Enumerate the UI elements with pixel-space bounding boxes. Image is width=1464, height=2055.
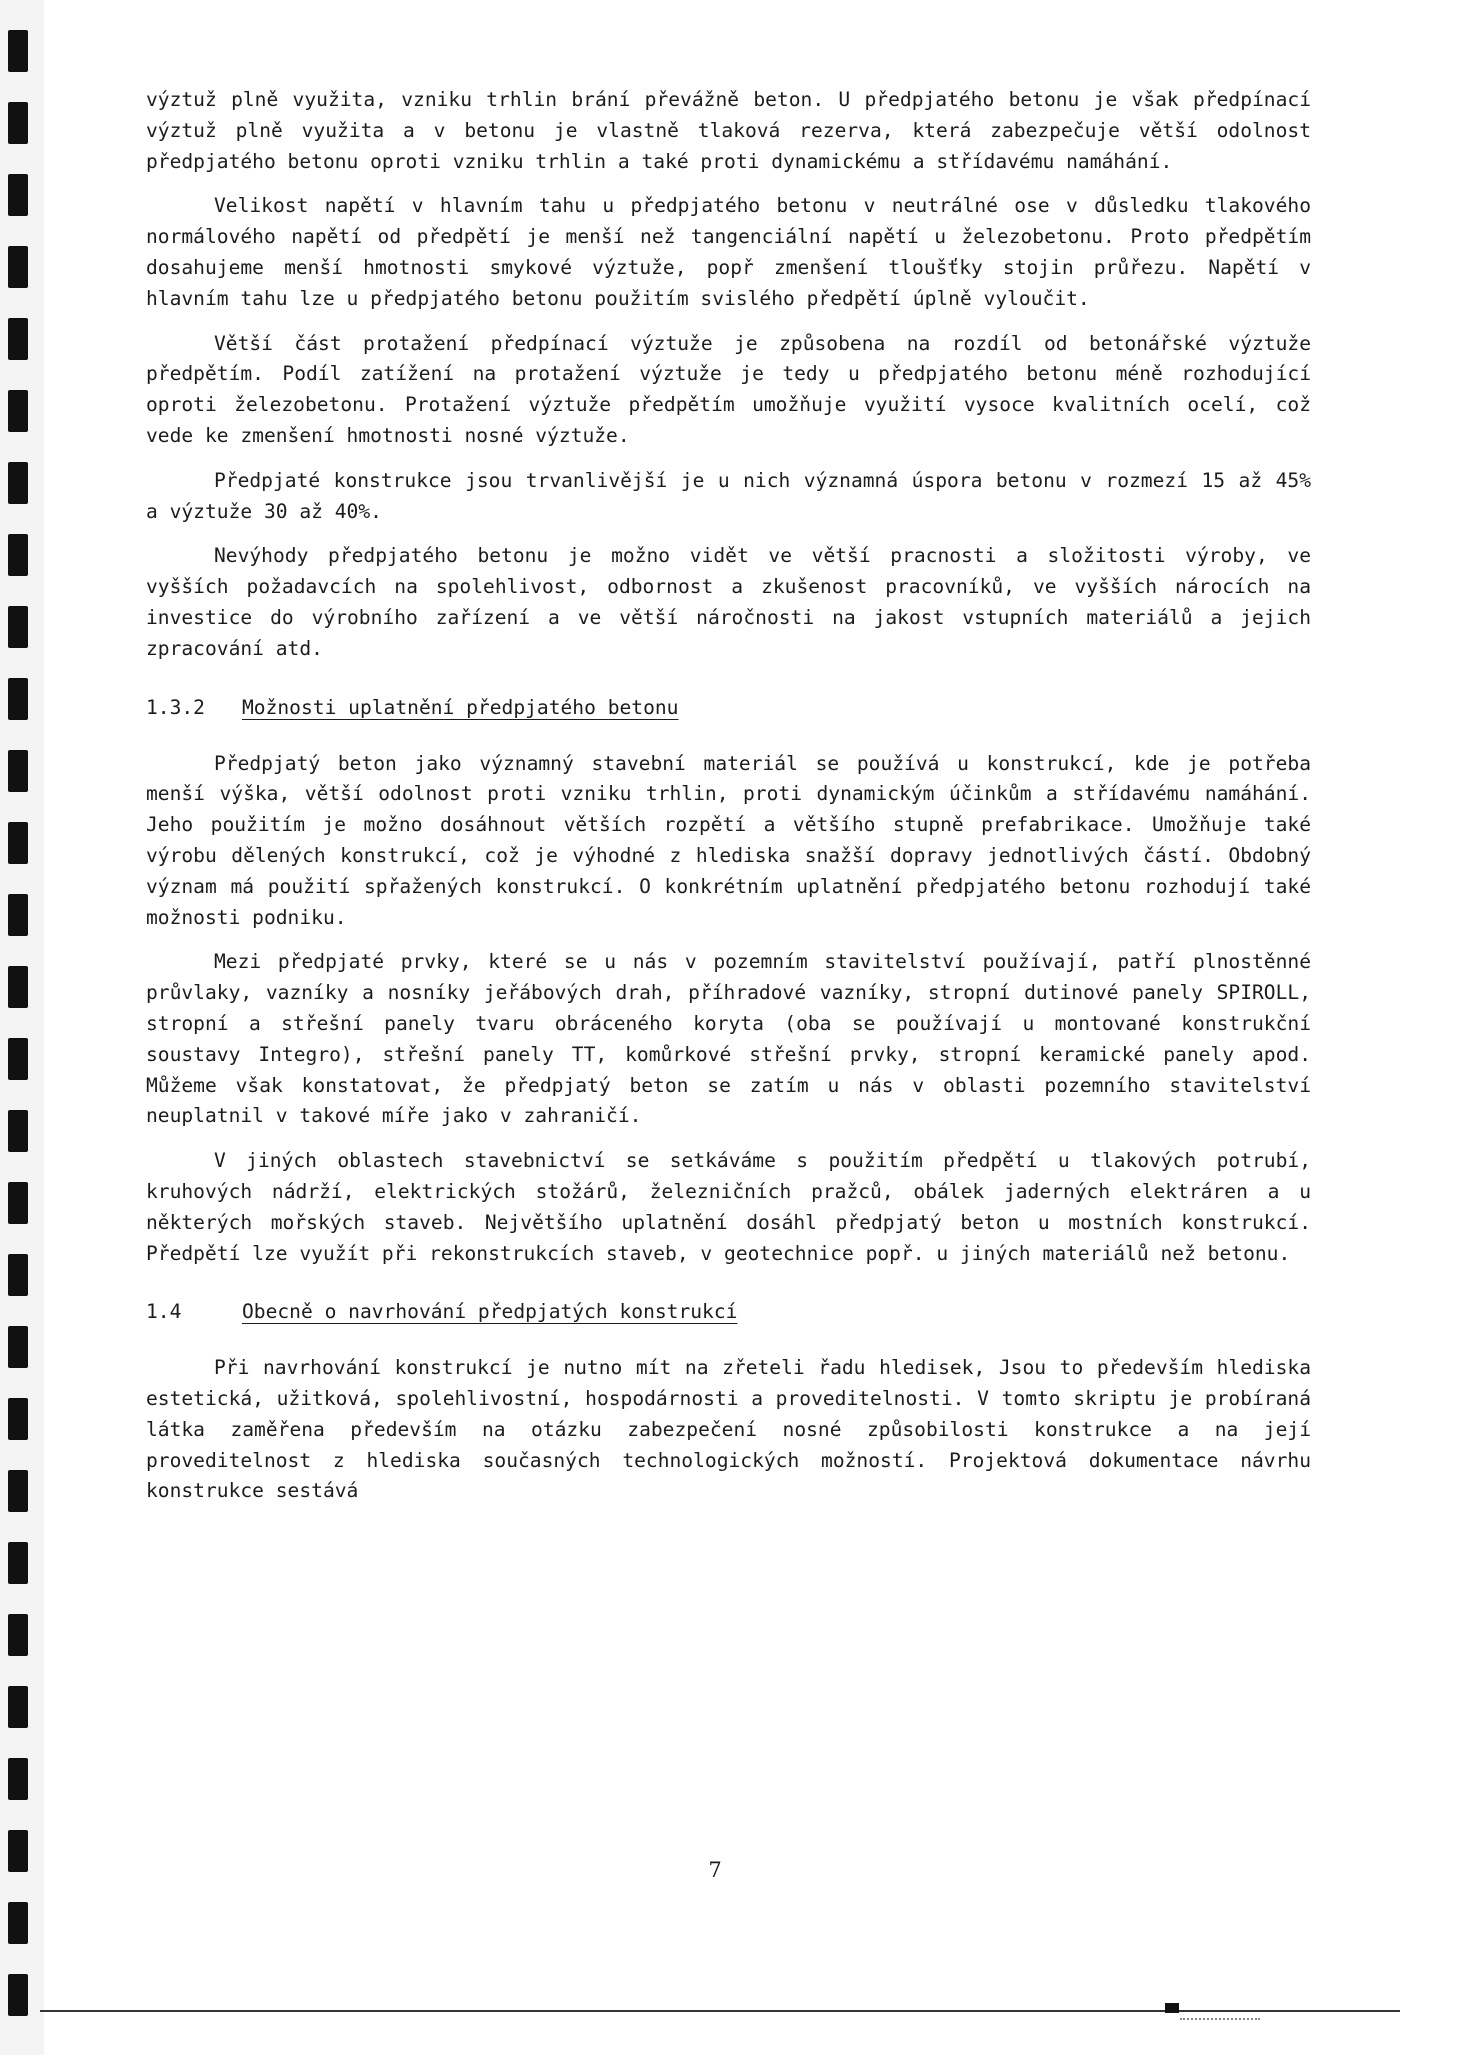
binding-hole: [8, 462, 28, 504]
binding-hole: [8, 966, 28, 1008]
paragraph-continuation: výztuž plně využita, vzniku trhlin brání převážně beton. U předpjatého betonu je však předpínací výztuž plně využita a v betonu je vlastně tlaková rezerva, která zabezpečuje větší odolnost předpjatého betonu oproti vzniku trhlin a také proti dynamickému a střídavému namáhání.: [146, 88, 1311, 173]
binding-hole: [8, 1398, 28, 1440]
paragraph-elongation: Větší část protažení předpínací výztuže je způsobena na rozdíl od betonářské výztuže předpětím. Podíl zatížení na protažení výztuže je tedy u předpjatého betonu méně rozhodující oproti železobetonu. Protažení výztuže předpětím umožňuje využití vysoce kvalitních ocelí, což vede ke zmenšení hmotnosti nosné výztuže.: [146, 331, 1311, 447]
section-heading-1-4: [146, 1297, 1311, 1327]
binding-hole: [8, 534, 28, 576]
binding-hole: [8, 1758, 28, 1800]
scan-artifact: [1180, 2018, 1260, 2026]
binding-hole: [8, 1614, 28, 1656]
binding-hole: [8, 750, 28, 792]
page-number: 7: [708, 1858, 722, 1882]
binding-hole: [8, 1182, 28, 1224]
scan-mark: [1165, 2003, 1179, 2013]
binding-hole: [8, 30, 28, 72]
paragraph-tension-stress: Velikost napětí v hlavním tahu u předpjatého betonu v neutrálné ose v důsledku tlakového normálového napětí od předpětí je menší než tangenciální napětí u železobetonu. Proto předpětím dosahujeme menší hmotnosti smykové výztuže, popř zmenšení tloušťky stojin průřezu. Napětí v hlavním tahu lze u předpjatého betonu použitím svislého předpětí úplně vyloučit.: [146, 194, 1311, 310]
binding-hole: [8, 894, 28, 936]
section-title: Možnosti uplatnění předpjatého betonu: [242, 695, 679, 719]
binding-hole: [8, 1830, 28, 1872]
binding-hole: [8, 1686, 28, 1728]
binding-hole: [8, 606, 28, 648]
binding-hole: [8, 1254, 28, 1296]
binding-hole: [8, 246, 28, 288]
page-bottom-edge: [40, 2010, 1400, 2012]
spiral-binding: [0, 0, 44, 2055]
paragraph-durability: Předpjaté konstrukce jsou trvanlivější je u nich významná úspora betonu v rozmezí 15 až 45% a výztuže 30 až 40%.: [146, 468, 1311, 523]
binding-hole: [8, 1326, 28, 1368]
binding-hole: [8, 1470, 28, 1512]
section-number: 1.4: [146, 1300, 182, 1324]
paragraph-disadvantages: Nevýhody předpjatého betonu je možno vidět ve větší pracnosti a složitosti výroby, ve vyšších požadavcích na spolehlivost, odbornost a zkušenost pracovníků, ve vyšších nárocích na investice do výrobního zařízení a ve větší náročnosti na jakost vstupních materiálů a jejich zpracování atd.: [146, 544, 1311, 660]
section-title: Obecně o navrhování předpjatých konstrukcí: [242, 1300, 738, 1324]
binding-hole: [8, 1038, 28, 1080]
paragraph-design-aspects: Při navrhování konstrukcí je nutno mít na zřeteli řadu hledisek, Jsou to především hlediska estetická, užitková, spolehlivostní, hospodárnosti a proveditelnosti. V tomto skriptu je probíraná látka zaměřena především na otázku zabezpečení nosné způsobilosti konstrukce a na její proveditelnost z hlediska současných technologických možností. Projektová dokumentace návrhu konstrukce sestává: [146, 1356, 1311, 1503]
paragraph-prestressed-elements: Mezi předpjaté prvky, které se u nás v pozemním stavitelství používají, patří plnostěnné průvlaky, vazníky a nosníky jeřábových drah, příhradové vazníky, stropní dutinové panely SPIROLL, stropní a střešní panely tvaru obráceného koryta (oba se používají u montované konstrukční soustavy Integro), střešní panely TT, komůrkové střešní prvky, stropní keramické panely apod. Můžeme však konstatovat, že předpjatý beton se zatím u nás v oblasti pozemního stavitelství neuplatnil v takové míře jako v zahraničí.: [146, 950, 1311, 1128]
paragraph-applications: Předpjatý beton jako významný stavební materiál se používá u konstrukcí, kde je potřeba menší výška, větší odolnost proti vzniku trhlin, proti dynamickým účinkům a střídavému namáhání. Jeho použitím je možno dosáhnout větších rozpětí a většího stupně prefabrikace. Umožňuje také výrobu dělených konstrukcí, což je výhodné z hlediska snažší dopravy jednotlivých částí. Obdobný význam má použití spřažených konstrukcí. O konkrétním uplatnění předpjatého betonu rozhodují také možnosti podniku.: [146, 751, 1311, 929]
binding-hole: [8, 390, 28, 432]
section-heading-1-3-2: [146, 693, 1311, 723]
binding-hole: [8, 1110, 28, 1152]
binding-hole: [8, 102, 28, 144]
binding-hole: [8, 1974, 28, 2016]
binding-hole: [8, 822, 28, 864]
page-text-body: [146, 85, 1311, 1521]
binding-hole: [8, 318, 28, 360]
section-number: 1.3.2: [146, 695, 205, 719]
binding-hole: [8, 174, 28, 216]
paragraph-other-fields: V jiných oblastech stavebnictví se setkáváme s použitím předpětí u tlakových potrubí, kruhových nádrží, elektrických stožárů, železničních pražců, obálek jaderných elektráren a u některých mořských staveb. Největšího uplatnění dosáhl předpjatý beton u mostních konstrukcí. Předpětí lze využít při rekonstrukcích staveb, v geotechnice popř. u jiných materiálů než betonu.: [146, 1149, 1311, 1265]
binding-hole: [8, 1902, 28, 1944]
binding-hole: [8, 678, 28, 720]
binding-hole: [8, 1542, 28, 1584]
